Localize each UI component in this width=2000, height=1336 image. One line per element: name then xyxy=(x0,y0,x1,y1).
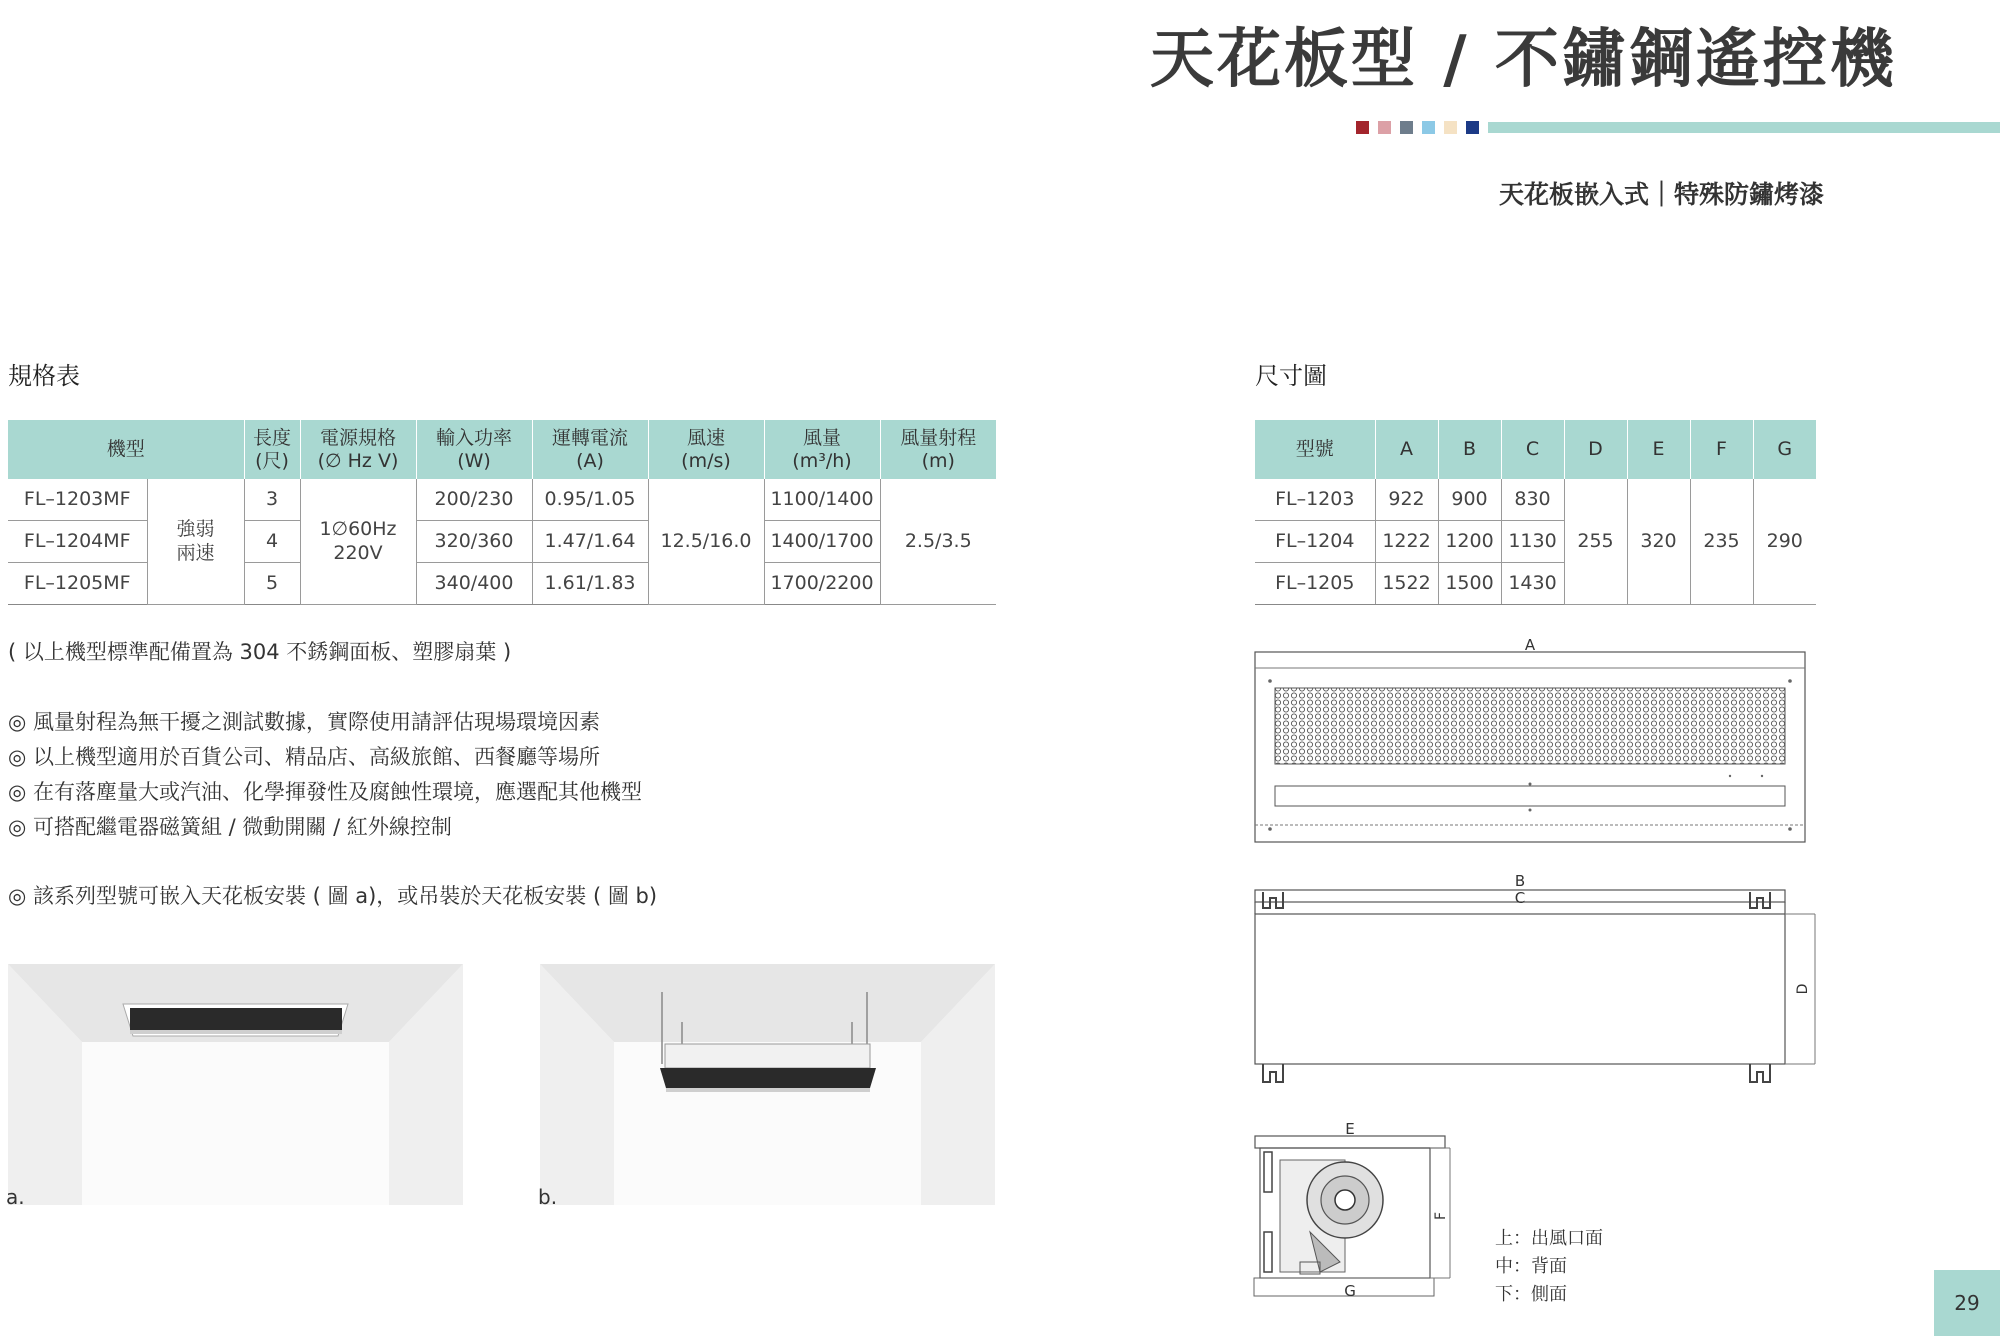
header-input: 輸入功率 (W) xyxy=(416,420,532,479)
cell-range: 2.5/3.5 xyxy=(880,479,996,604)
header-power: 電源規格 (∅ Hz V) xyxy=(300,420,416,479)
header-range: 風量射程 (m) xyxy=(880,420,996,479)
swatch xyxy=(1400,121,1413,134)
page-number: 29 xyxy=(1934,1270,2000,1336)
figure-b-illustration xyxy=(540,964,995,1205)
cell-volume: 1400/1700 xyxy=(764,520,880,562)
header-model: 型號 xyxy=(1255,420,1375,479)
dimension-section-title: 尺寸圖 xyxy=(1255,362,1327,390)
cell-e: 320 xyxy=(1627,479,1690,604)
label-g: G xyxy=(1344,1282,1356,1300)
cell-c: 830 xyxy=(1501,479,1564,520)
figure-b-caption: b. xyxy=(538,1185,558,1209)
header-current: 運轉電流 (A) xyxy=(532,420,648,479)
label-b: B xyxy=(1514,872,1526,890)
cell-input: 340/400 xyxy=(416,562,532,604)
cell-b: 900 xyxy=(1438,479,1501,520)
figure-a-recessed xyxy=(8,964,463,1205)
cell-length: 3 xyxy=(244,479,300,520)
header-length: 長度 (尺) xyxy=(244,420,300,479)
spec-table xyxy=(8,420,996,605)
label-d: D xyxy=(1795,983,1811,995)
legend-item-middle: 中：背面 xyxy=(1495,1256,1567,1277)
page-title: 天花板型 / 不鏽鋼遙控機 xyxy=(1150,23,1897,97)
cell-a: 922 xyxy=(1375,479,1438,520)
cell-model: FL–1204 xyxy=(1255,520,1375,562)
cell-model: FL–1203 xyxy=(1255,479,1375,520)
header-speed: 風速 (m/s) xyxy=(648,420,764,479)
dimension-header-row xyxy=(1255,420,1816,479)
swatch xyxy=(1444,121,1457,134)
back-view-drawing xyxy=(1250,872,1820,1092)
dimension-table xyxy=(1255,420,1816,605)
header-g: G xyxy=(1753,420,1816,479)
header-c: C xyxy=(1501,420,1564,479)
cell-length: 4 xyxy=(244,520,300,562)
legend-item-top: 上：出風口面 xyxy=(1495,1228,1603,1249)
swatch xyxy=(1356,121,1369,134)
figure-b-suspended xyxy=(540,964,995,1205)
cell-g: 290 xyxy=(1753,479,1816,604)
legend-item-bottom: 下：側面 xyxy=(1495,1284,1567,1305)
accent-bar xyxy=(1488,122,2000,133)
standard-note: ( 以上機型標準配備置為 304 不銹鋼面板、塑膠扇葉 ) xyxy=(8,640,512,664)
spec-header-row xyxy=(8,420,996,479)
note-item: ◎ 可搭配繼電器磁簧組 / 微動開關 / 紅外線控制 xyxy=(8,815,452,839)
label-e: E xyxy=(1345,1122,1355,1138)
note-item: ◎ 以上機型適用於百貨公司、精品店、高級旅館、西餐廳等場所 xyxy=(8,745,600,769)
cell-b: 1500 xyxy=(1438,562,1501,604)
install-note: ◎ 該系列型號可嵌入天花板安裝 ( 圖 a)，或吊裝於天花板安裝 ( 圖 b) xyxy=(8,884,658,908)
label-a: A xyxy=(1524,636,1536,654)
spec-section-title: 規格表 xyxy=(8,362,80,390)
cell-speed-mode: 強弱 兩速 xyxy=(147,479,244,604)
swatch xyxy=(1378,121,1391,134)
header-volume: 風量 (m³/h) xyxy=(764,420,880,479)
header-b: B xyxy=(1438,420,1501,479)
header-e: E xyxy=(1627,420,1690,479)
header-d: D xyxy=(1564,420,1627,479)
cell-current: 1.47/1.64 xyxy=(532,520,648,562)
table-row xyxy=(8,479,996,520)
cell-current: 1.61/1.83 xyxy=(532,562,648,604)
cell-c: 1430 xyxy=(1501,562,1564,604)
front-view-drawing xyxy=(1250,636,1810,846)
swatch xyxy=(1422,121,1435,134)
cell-model: FL–1205 xyxy=(1255,562,1375,604)
page-subtitle: 天花板嵌入式｜特殊防鏽烤漆 xyxy=(1499,180,1825,209)
header-f: F xyxy=(1690,420,1753,479)
cell-b: 1200 xyxy=(1438,520,1501,562)
cell-a: 1522 xyxy=(1375,562,1438,604)
figure-a-caption: a. xyxy=(6,1185,25,1209)
cell-c: 1130 xyxy=(1501,520,1564,562)
cell-volume: 1700/2200 xyxy=(764,562,880,604)
header-model: 機型 xyxy=(8,420,244,479)
side-view-drawing xyxy=(1250,1122,1460,1302)
cell-d: 255 xyxy=(1564,479,1627,604)
cell-power: 1∅60Hz 220V xyxy=(300,479,416,604)
figure-a-illustration xyxy=(8,964,463,1205)
cell-current: 0.95/1.05 xyxy=(532,479,648,520)
cell-input: 320/360 xyxy=(416,520,532,562)
cell-model: FL–1203MF xyxy=(8,479,147,520)
cell-f: 235 xyxy=(1690,479,1753,604)
cell-length: 5 xyxy=(244,562,300,604)
note-item: ◎ 風量射程為無干擾之測試數據，實際使用請評估現場環境因素 xyxy=(8,710,600,734)
cell-wind-speed: 12.5/16.0 xyxy=(648,479,764,604)
cell-model: FL–1205MF xyxy=(8,562,147,604)
cell-volume: 1100/1400 xyxy=(764,479,880,520)
cell-model: FL–1204MF xyxy=(8,520,147,562)
label-c: C xyxy=(1514,889,1526,907)
table-row xyxy=(1255,479,1816,520)
label-f: F xyxy=(1433,1211,1449,1221)
cell-input: 200/230 xyxy=(416,479,532,520)
note-item: ◎ 在有落塵量大或汽油、化學揮發性及腐蝕性環境，應選配其他機型 xyxy=(8,780,642,804)
header-a: A xyxy=(1375,420,1438,479)
swatch xyxy=(1466,121,1479,134)
cell-a: 1222 xyxy=(1375,520,1438,562)
